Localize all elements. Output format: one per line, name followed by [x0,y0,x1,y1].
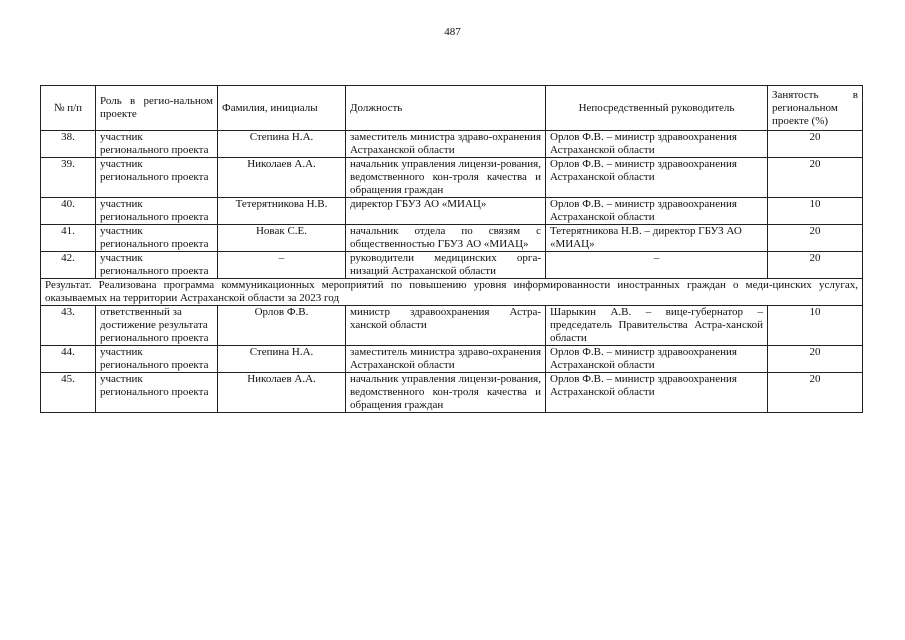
row-head: Орлов Ф.В. – министр здравоохранения Астраханской области [546,346,768,373]
row-position: начальник управления лицензи-рования, ведомственного кон-троля качества и обращения граждан [346,158,546,198]
row-num: 39. [41,158,96,198]
row-head: Орлов Ф.В. – министр здравоохранения Астраханской области [546,373,768,413]
page-number: 487 [444,26,461,38]
row-share: 20 [768,252,863,279]
row-role: участник регионального проекта [96,346,218,373]
row-share: 20 [768,158,863,198]
row-num: 38. [41,131,96,158]
row-num: 41. [41,225,96,252]
table-row [41,252,863,279]
table-row [41,346,863,373]
table-row [41,225,863,252]
row-num: 44. [41,346,96,373]
row-role: ответственный за достижение результата регионального проекта [96,306,218,346]
row-head: Орлов Ф.В. – министр здравоохранения Астраханской области [546,131,768,158]
row-head: – [546,252,768,279]
row-head: Орлов Ф.В. – министр здравоохранения Астраханской области [546,198,768,225]
staff-table [40,85,863,413]
row-role: участник регионального проекта [96,252,218,279]
row-share: 20 [768,373,863,413]
header-head: Непосредственный руководитель [546,86,768,131]
row-head: Шарыкин А.В. – вице-губернатор – председатель Правительства Астра-ханской области [546,306,768,346]
row-name: Тетерятникова Н.В. [218,198,346,225]
table-row [41,306,863,346]
header-name: Фамилия, инициалы [218,86,346,131]
row-num: 45. [41,373,96,413]
row-position: руководители медицинских орга-низаций Астраханской области [346,252,546,279]
row-name: Николаев А.А. [218,158,346,198]
row-position: заместитель министра здраво-охранения Астраханской области [346,346,546,373]
result-row [41,279,863,306]
row-head: Орлов Ф.В. – министр здравоохранения Астраханской области [546,158,768,198]
row-num: 43. [41,306,96,346]
header-row [41,86,863,131]
header-num: № п/п [41,86,96,131]
row-role: участник регионального проекта [96,131,218,158]
row-share: 10 [768,306,863,346]
row-num: 42. [41,252,96,279]
row-role: участник регионального проекта [96,198,218,225]
row-role: участник регионального проекта [96,158,218,198]
row-name: Степина Н.А. [218,346,346,373]
row-name: Степина Н.А. [218,131,346,158]
result-text: Результат. Реализована программа коммуникационных мероприятий по повышению уровня информированности иностранных граждан о меди-цинских услугах, оказываемых на территории Астраханской области за 2023 год [41,279,863,306]
header-role: Роль в регио-нальном проекте [96,86,218,131]
row-name: Николаев А.А. [218,373,346,413]
table-row [41,373,863,413]
table-row [41,158,863,198]
table-row [41,198,863,225]
row-share: 20 [768,346,863,373]
row-head: Тетерятникова Н.В. – директор ГБУЗ АО «МИАЦ» [546,225,768,252]
row-position: министр здравоохранения Астра-ханской области [346,306,546,346]
row-role: участник регионального проекта [96,225,218,252]
row-position: директор ГБУЗ АО «МИАЦ» [346,198,546,225]
row-share: 20 [768,225,863,252]
row-position: начальник управления лицензи-рования, ведомственного кон-троля качества и обращения граждан [346,373,546,413]
header-share: Занятость в региональном проекте (%) [768,86,863,131]
table-row [41,131,863,158]
row-position: заместитель министра здраво-охранения Астраханской области [346,131,546,158]
row-share: 20 [768,131,863,158]
row-role: участник регионального проекта [96,373,218,413]
row-name: – [218,252,346,279]
row-position: начальник отдела по связям с общественностью ГБУЗ АО «МИАЦ» [346,225,546,252]
row-num: 40. [41,198,96,225]
row-share: 10 [768,198,863,225]
header-position: Должность [346,86,546,131]
row-name: Орлов Ф.В. [218,306,346,346]
row-name: Новак С.Е. [218,225,346,252]
